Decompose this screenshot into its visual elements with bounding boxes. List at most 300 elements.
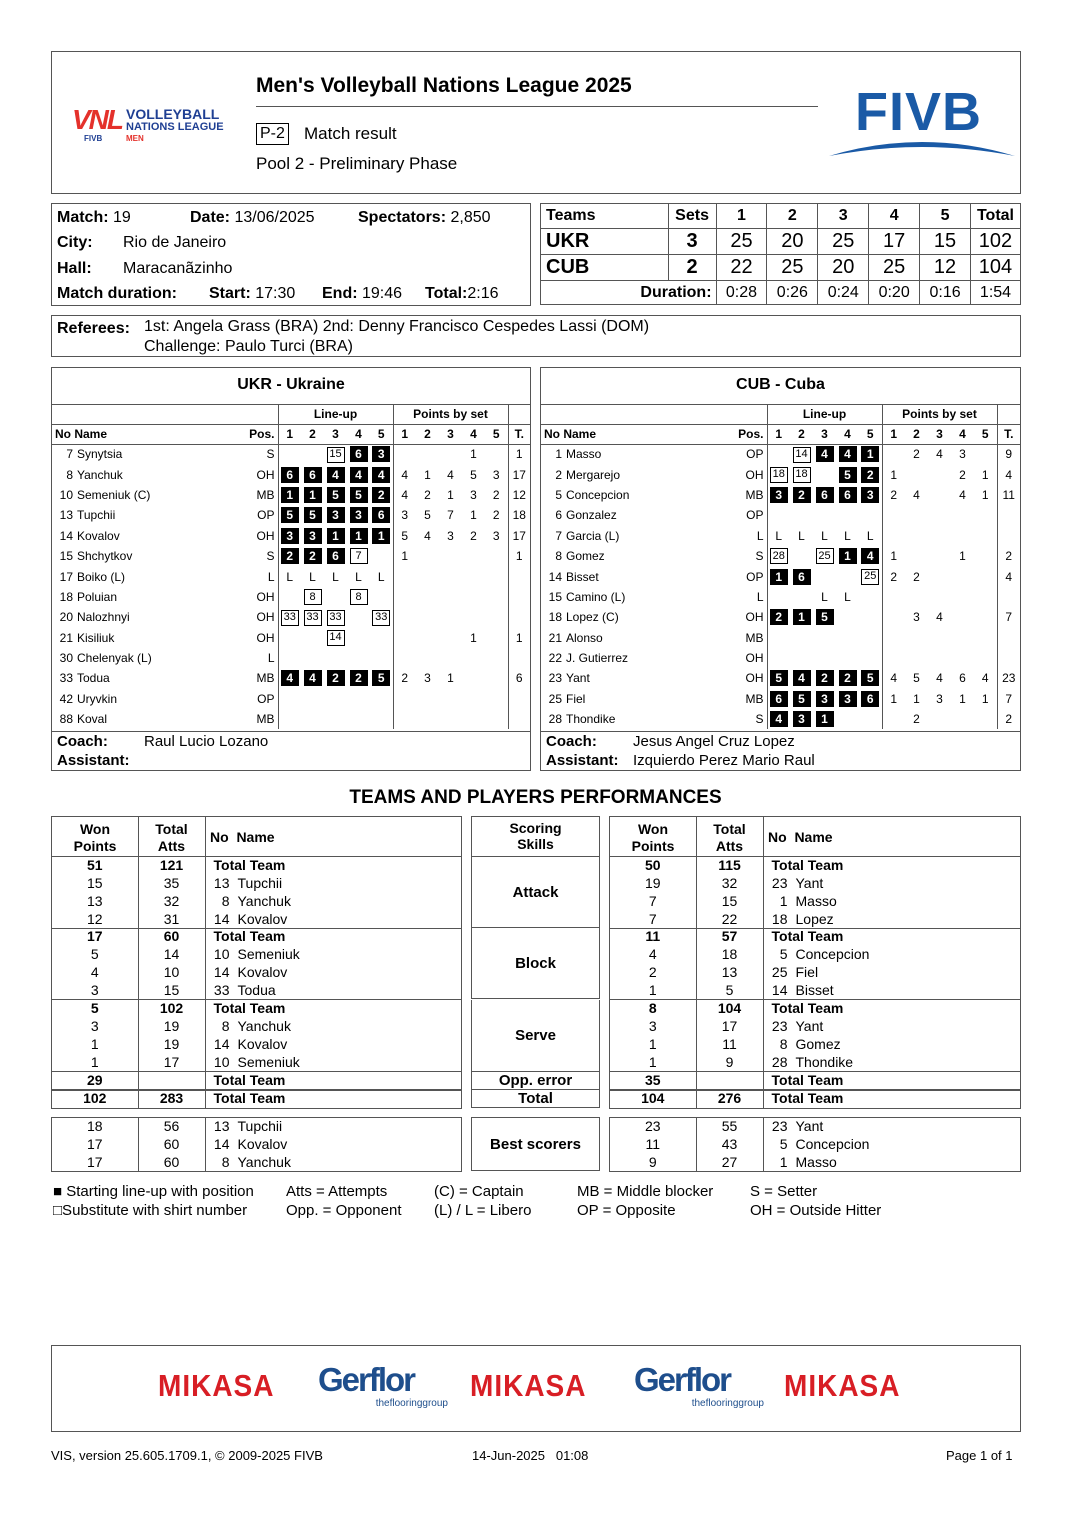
lineup-cell [370,709,393,729]
set-points-cell: 4 [401,487,409,502]
lineup-cell [767,485,790,505]
lineup-cell [836,464,859,484]
duration-cell: 0:26 [767,281,818,305]
score-header-row [541,204,1021,229]
lineup-mark: 25 [861,569,879,585]
player-row [52,444,530,464]
skill-serve [471,1000,600,1072]
won-points: 1 [610,1053,696,1071]
total-atts: 27 [696,1154,763,1172]
player-position: OH [242,607,278,627]
legend-item: OH = Outside Hitter [750,1202,882,1219]
lineup-cell [767,566,790,586]
perf-player-name: Tupchii [237,1118,283,1135]
player-number: 1 [555,447,562,462]
lineup-cell [836,607,859,627]
player-name: Yanchuk [77,467,123,482]
player-number: 23 [548,671,562,686]
lineup-set-header: 3 [813,424,836,444]
set-points-cell: 4 [936,671,943,686]
player-number: 30 [59,651,73,666]
lineup-mark: 6 [281,467,299,483]
set-points-cell: 7 [447,508,454,523]
set-points-cell: 1 [447,487,454,502]
lineup-mark: 2 [372,487,390,503]
lineup-cell [347,505,370,525]
player-name: Kisiliuk [77,630,115,645]
lineup-mark: L [821,528,828,543]
player-total-points: 1 [515,549,523,564]
player-number: 13 [59,508,73,523]
points-set-header: 5 [485,424,508,444]
perf-player [763,1000,1020,1018]
won-points: 35 [610,1072,696,1090]
points-set-header: 2 [416,424,439,444]
lineup-mark: 4 [793,670,811,686]
set-points-cell [393,444,416,464]
col-divider [763,817,764,856]
player-total-points: 1 [515,447,523,462]
player-total-points: 11 [1002,487,1015,502]
lineup-mark: 3 [861,487,879,503]
set-points-cell [462,709,485,729]
player-position: S [731,546,767,566]
perf-player [205,1053,461,1071]
lineup-mark: 2 [770,609,788,625]
player-row [52,668,530,688]
set-points-cell [439,546,462,566]
lineup-mark: 5 [281,507,299,523]
lineup-cell [767,526,790,546]
sponsors-box [51,1345,1021,1432]
lineup-mark: 8 [350,589,368,605]
player-name: Chelenyak (L) [77,651,152,666]
perf-row [52,1118,461,1136]
lineup-set-header: 2 [790,424,813,444]
player-total-points [997,628,1020,648]
perf-table [52,1118,461,1171]
player-total-points [508,587,530,607]
perf-player-number: 5 [779,946,788,963]
set-points-cell [416,628,439,648]
set-points-cell [393,709,416,729]
score-cell: 20 [818,255,869,281]
player-number: 18 [548,610,562,625]
lineup-cell [767,464,790,484]
perf-player [205,893,461,911]
player-number: 14 [59,528,73,543]
set-points-cell [951,648,974,668]
lineup-mark: 2 [816,670,834,686]
lineup-mark: 6 [304,467,322,483]
perf-table [610,857,1020,928]
total-atts: 56 [138,1118,205,1136]
roster-subheader-row [541,424,1020,444]
perf-row [52,1036,461,1054]
player-row [541,607,1020,627]
total-atts: 22 [696,910,763,928]
score-header-cell: Sets [668,204,716,229]
set-points-cell [462,546,485,566]
lineup-cell [859,648,882,668]
player-name-cell [541,566,731,586]
player-position: OP [242,505,278,525]
set-points-cell: 4 [447,467,454,482]
set-points-cell [393,648,416,668]
won-points: 2 [610,964,696,982]
player-position: OH [242,628,278,648]
perf-player [205,981,461,999]
lineup-set-header: 4 [836,424,859,444]
total-atts: 13 [696,964,763,982]
player-name: Bisset [566,569,599,584]
set-points-cell [882,628,905,648]
total-atts: 32 [696,875,763,893]
perf-player-name: Masso [795,1153,837,1170]
set-points-cell [416,587,439,607]
player-position: OH [731,464,767,484]
perf-row [610,875,1020,893]
perf-player [205,1036,461,1054]
set-points-cell [416,607,439,627]
set-points-cell: 1 [890,549,898,564]
vnl-fivb-mark: FIVB [84,134,103,143]
total-header: T. [997,424,1020,444]
lineup-mark: 5 [839,467,857,483]
footer-version: VIS, version 25.605.1709.1, © 2009-2025 FIVB [51,1448,323,1463]
set-points-cell [393,628,416,648]
lineup-cell [370,546,393,566]
lineup-cell [278,709,301,729]
won-points: 1 [52,1053,138,1071]
won-points: 17 [52,928,138,946]
set-points-cell [974,607,997,627]
lineup-cell [790,587,813,607]
player-name: Camino (L) [566,589,626,604]
lineup-cell [767,546,790,566]
total-atts: 18 [696,946,763,964]
player-number: 88 [59,712,73,727]
set-points-cell [882,444,905,464]
set-points-cell [928,464,951,484]
skill-best-scorers [471,1117,600,1171]
lineup-cell [301,505,324,525]
perf-row [610,946,1020,964]
lineup-cell [278,505,301,525]
set-points-cell: 2 [470,528,477,543]
set-points-cell [462,668,485,688]
player-name-cell [52,546,242,566]
set-points-cell [974,444,997,464]
lineup-cell [301,628,324,648]
lineup-cell [836,485,859,505]
roster-subheader-row [52,424,530,444]
set-points-cell: 1 [974,464,997,484]
lineup-mark: L [866,528,874,543]
player-total-points: 2 [1005,549,1013,564]
player-name: Poluian [77,589,118,604]
player-name-cell [52,505,242,525]
perf-row [610,910,1020,928]
lineup-mark: 3 [304,528,322,544]
player-total-points: 2 [1005,712,1013,727]
perf-table [52,1072,461,1090]
set-points-cell [951,566,974,586]
name-header: No Name [210,829,275,845]
perf-table [610,1118,1020,1171]
score-cell: 17 [869,229,920,255]
player-total-points: 17 [512,467,526,482]
legend-item: S = Setter [750,1183,818,1200]
pos-header: Pos. [242,424,278,444]
perf-player-number: 5 [779,1136,788,1153]
player-position: OH [242,587,278,607]
set-points-cell: 4 [913,487,920,502]
perf-row [610,893,1020,911]
set-points-cell [905,648,928,668]
set-points-cell [951,505,974,525]
roster-header-blank [52,404,278,424]
won-points: 1 [610,981,696,999]
player-row [541,689,1020,709]
skill-opp-error [471,1071,600,1090]
set-points-cell [928,485,951,505]
player-position: OP [731,444,767,464]
set-points-cell [416,546,439,566]
player-position: L [731,526,767,546]
player-position: MB [731,689,767,709]
set-points-cell: 1 [470,508,477,523]
set-points-cell [462,648,485,668]
player-name-cell [52,689,242,709]
lineup-mark: 2 [281,548,299,564]
lineup-cell [324,648,347,668]
player-row [541,709,1020,729]
lineup-mark: 1 [839,548,857,564]
lineup-mark: 6 [372,507,390,523]
lineup-cell [370,587,393,607]
player-name: Tupchii [77,508,116,523]
lineup-cell [859,505,882,525]
total-atts: 60 [138,1136,205,1154]
lineup-cell [278,566,301,586]
city-value: Rio de Janeiro [123,234,227,251]
set-points-cell [974,648,997,668]
perf-row [610,1136,1020,1154]
player-number: 20 [59,610,73,625]
set-points-cell [928,709,951,729]
total-atts: 60 [138,928,205,946]
points-header: Points by set [393,404,508,424]
player-total-points: 12 [512,487,526,502]
lineup-cell [813,505,836,525]
player-number: 42 [59,691,73,706]
lineup-cell [347,526,370,546]
set-points-cell: 2 [485,505,508,525]
perf-player [205,1018,461,1036]
perf-player-number: 23 [771,1118,788,1135]
lineup-cell [767,689,790,709]
set-points-cell [974,566,997,586]
set-points-cell: 1 [424,467,431,482]
total-atts: 19 [138,1036,205,1054]
legend-item: Opp. = Opponent [286,1202,402,1219]
player-name: Masso [566,447,602,462]
player-position: S [731,709,767,729]
lineup-cell [790,546,813,566]
referees-line1: 1st: Angela Grass (BRA) 2nd: Denny Francisco Cespedes Lassi (DOM) [144,318,650,335]
player-number: 21 [59,630,73,645]
player-name-cell [541,709,731,729]
perf-player-name: Concepcion [795,946,870,963]
lineup-cell [301,709,324,729]
score-header-cell: 3 [818,204,869,229]
gerflor-name: Gerflor [318,1361,415,1398]
vnl-logo-line2: NATIONS LEAGUE [126,121,224,133]
roster-header-blank [997,404,1020,424]
player-name-cell [541,485,731,505]
opp-error-cub [609,1071,1021,1091]
perf-player [205,910,461,928]
perf-player-number: 23 [771,875,788,892]
set-points-cell: 1 [913,691,920,706]
perf-player-name: Yanchuk [237,892,291,909]
player-name: Shchytkov [77,549,133,564]
won-points: 102 [52,1090,138,1108]
perf-player [763,1072,1020,1090]
set-points-cell [974,526,997,546]
set-points-cell [905,526,928,546]
lineup-mark: 5 [304,507,322,523]
lineup-mark: 6 [350,446,368,462]
perf-player-name: Masso [795,892,837,909]
lineup-cell [813,668,836,688]
won-points: 3 [52,981,138,999]
won-points: 17 [52,1136,138,1154]
vnl-logo-line1: VOLLEYBALL [126,106,220,122]
perf-table [52,928,461,999]
perf-player [763,1090,1020,1108]
player-position: OP [731,566,767,586]
score-cell: 20 [767,229,818,255]
player-row [52,648,530,668]
set-points-cell: 6 [959,671,966,686]
score-cell: 12 [920,255,971,281]
player-position: MB [242,709,278,729]
score-header-cell: 4 [869,204,920,229]
lineup-cell [347,566,370,586]
perf-player-number: 18 [771,910,788,927]
set-points-cell: 4 [401,467,409,482]
perf-player-name: Yanchuk [237,1153,291,1170]
lineup-mark: 1 [350,528,368,544]
lineup-cell [324,709,347,729]
lineup-cell [324,526,347,546]
set-points-cell: 4 [936,447,943,462]
perf-player-number: 8 [779,1035,788,1052]
lineup-cell [370,464,393,484]
set-points-cell [485,709,508,729]
player-name: Todua [77,671,110,686]
won-header-2: Points [73,838,117,854]
player-name-cell [541,444,731,464]
perf-player [763,910,1020,928]
total-atts: 115 [696,857,763,875]
duration-label: Duration: [541,281,717,305]
perf-row [52,1000,461,1018]
total-atts: 17 [138,1053,205,1071]
perf-table [610,928,1020,999]
won-points: 1 [52,1036,138,1054]
set-points-cell: 2 [890,569,898,584]
player-name-cell [541,505,731,525]
roster-header-blank [541,404,767,424]
lineup-mark: 2 [350,670,368,686]
skill-label: Total [518,1090,553,1107]
set-points-cell: 1 [890,691,898,706]
lineup-cell [278,526,301,546]
gerflor-logo [634,1362,764,1409]
lineup-cell [347,587,370,607]
lineup-mark: 3 [839,691,857,707]
set-points-cell: 1 [401,549,409,564]
perf-player-name: Total Team [213,1090,286,1107]
lineup-mark: 3 [350,507,368,523]
set-points-cell: 3 [485,464,508,484]
lineup-mark: 1 [304,487,322,503]
perf-header-ukr [51,816,462,857]
lineup-set-header: 4 [347,424,370,444]
lineup-cell [859,709,882,729]
lineup-cell [859,526,882,546]
player-row [541,546,1020,566]
set-points-cell [462,607,485,627]
set-points-cell [416,444,439,464]
won-points: 13 [52,893,138,911]
legend-item: (L) / L = Libero [434,1202,532,1219]
lineup-mark: 33 [327,610,345,626]
score-cell: 104 [970,255,1020,281]
lineup-cell [370,526,393,546]
perf-player [205,1072,461,1090]
score-row-ukr [541,229,1021,255]
match-date: Date: 13/06/2025 [190,209,315,226]
lineup-cell [790,689,813,709]
total-atts: 11 [696,1036,763,1054]
points-set-header: 1 [393,424,416,444]
player-total-points: 7 [1005,610,1013,625]
lineup-mark: 3 [770,487,788,503]
won-points: 51 [52,857,138,875]
won-points: 4 [610,946,696,964]
set-points-cell [439,709,462,729]
doc-type: Match result [304,124,397,143]
player-number: 8 [555,549,562,564]
player-name-cell [52,628,242,648]
perf-row [52,946,461,964]
player-name-cell [52,607,242,627]
player-total-points: 23 [1002,671,1016,686]
lineup-cell [813,526,836,546]
player-row [541,566,1020,586]
perf-header-cub [609,816,1021,857]
lineup-mark: 4 [304,670,322,686]
player-name-cell [52,566,242,586]
player-position: L [242,648,278,668]
set-points-cell [485,607,508,627]
perf-player [205,1090,461,1108]
duration-label: Match duration: [57,285,177,302]
